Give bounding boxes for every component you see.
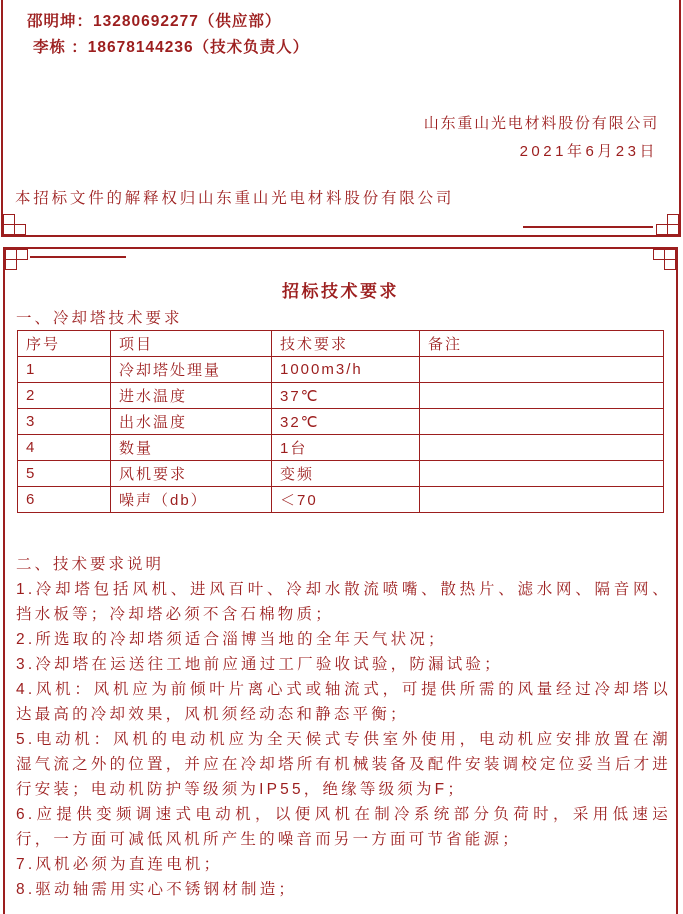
- cooling-tower-spec-table: [17, 330, 664, 513]
- cell-item: 数量: [111, 435, 272, 461]
- top-accent-line: [30, 256, 126, 258]
- page-corner-ornament-icon: [5, 249, 28, 270]
- cell-requirement: 1台: [272, 435, 420, 461]
- cell-index: 3: [18, 409, 111, 435]
- cell-requirement: 1000m3/h: [272, 357, 420, 383]
- cell-requirement: ＜70: [272, 487, 420, 513]
- note-item-1: 1.冷却塔包括风机、进风百叶、冷却水散流喷嘴、散热片、滤水网、隔音网、挡水板等；冷却塔必须不含石棉物质；: [16, 581, 671, 623]
- table-row: [18, 435, 664, 461]
- page-corner-ornament-icon: [656, 214, 679, 235]
- technical-notes-list: [16, 577, 671, 902]
- cell-index: 5: [18, 461, 111, 487]
- cell-remark: [420, 409, 664, 435]
- cell-requirement: 37℃: [272, 383, 420, 409]
- contact-line-supply: 邵明坤：13280692277（供应部）: [27, 13, 282, 30]
- cell-remark: [420, 461, 664, 487]
- section-heading-tech-notes: 二、技术要求说明: [16, 556, 165, 573]
- interpretation-rights-note: 本招标文件的解释权归山东重山光电材料股份有限公司: [15, 190, 455, 207]
- page-title: 招标技术要求: [282, 282, 399, 301]
- company-name: 山东重山光电材料股份有限公司: [423, 115, 659, 132]
- bottom-accent-line: [523, 226, 653, 228]
- cell-index: 4: [18, 435, 111, 461]
- table-row: [18, 409, 664, 435]
- page-corner-ornament-icon: [653, 249, 676, 270]
- cell-requirement: 32℃: [272, 409, 420, 435]
- cell-index: 6: [18, 487, 111, 513]
- col-header-item: 项目: [111, 331, 272, 357]
- col-header-remark: 备注: [420, 331, 664, 357]
- table-row: [18, 383, 664, 409]
- note-item-3: 3.冷却塔在运送往工地前应通过工厂验收试验，防漏试验；: [16, 656, 503, 673]
- cell-item: 风机要求: [111, 461, 272, 487]
- cell-remark: [420, 435, 664, 461]
- cell-index: 1: [18, 357, 111, 383]
- cell-item: 进水温度: [111, 383, 272, 409]
- page-2: [3, 247, 678, 914]
- table-row: [18, 487, 664, 513]
- note-item-7: 7.风机必须为直连电机；: [16, 856, 223, 873]
- page-1: [1, 0, 681, 237]
- table-header-row: [18, 331, 664, 357]
- col-header-index: 序号: [18, 331, 111, 357]
- note-item-5: 5.电动机：风机的电动机应为全天候式专供室外使用，电动机应安排放置在潮湿气流之外的位置，并应在冷却塔所有机械装备及配件安装调校定位妥当后才进行安装；电动机防护等级须为IP55，绝缘等级须为F；: [16, 731, 671, 798]
- cell-item: 出水温度: [111, 409, 272, 435]
- cell-index: 2: [18, 383, 111, 409]
- note-item-4: 4.风机：风机应为前倾叶片离心式或轴流式，可提供所需的风量经过冷却塔以达最高的冷却效果，风机须经动态和静态平衡；: [16, 681, 671, 723]
- note-item-6: 6.应提供变频调速式电动机，以便风机在制冷系统部分负荷时，采用低速运行，一方面可减低风机所产生的噪音而另一方面可节省能源；: [16, 806, 671, 848]
- note-item-2: 2.所选取的冷却塔须适合淄博当地的全年天气状况；: [16, 631, 447, 648]
- contact-line-tech: 李栋 ：18678144236（技术负责人）: [33, 39, 310, 56]
- col-header-requirement: 技术要求: [272, 331, 420, 357]
- cell-remark: [420, 357, 664, 383]
- cell-remark: [420, 487, 664, 513]
- table-row: [18, 461, 664, 487]
- page-corner-ornament-icon: [3, 214, 26, 235]
- cell-item: 冷却塔处理量: [111, 357, 272, 383]
- cell-item: 噪声（db）: [111, 487, 272, 513]
- section-heading-cooling-tower: 一、冷却塔技术要求: [16, 310, 183, 327]
- document-date: 2021年6月23日: [519, 143, 658, 160]
- table-row: [18, 357, 664, 383]
- cell-remark: [420, 383, 664, 409]
- cell-requirement: 变频: [272, 461, 420, 487]
- note-item-8: 8.驱动轴需用实心不锈钢材制造；: [16, 881, 298, 898]
